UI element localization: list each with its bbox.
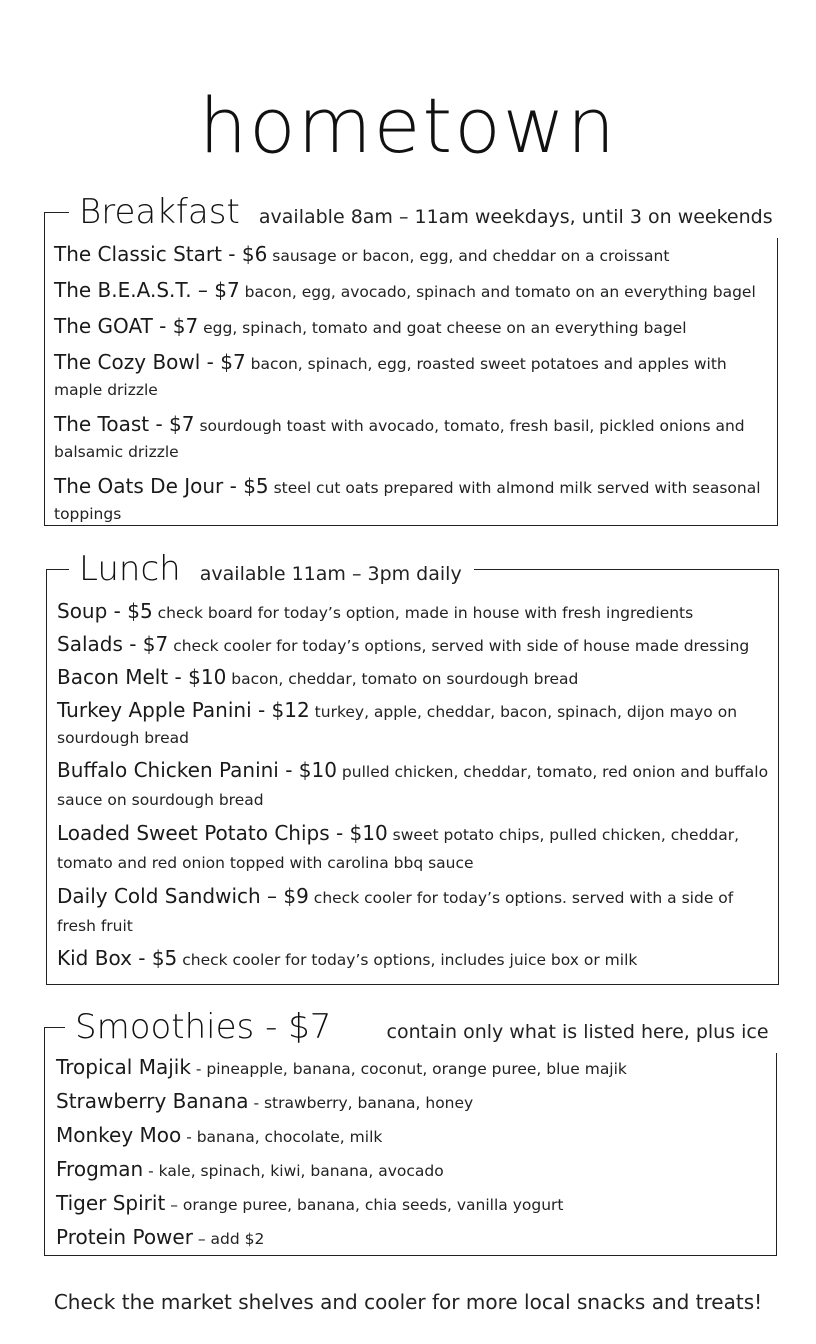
item-description: - pineapple, banana, coconut, orange puree, blue majik (195, 1060, 627, 1078)
menu-item (54, 241, 769, 269)
item-name: The B.E.A.S.T. – $7 (54, 278, 240, 302)
item-name: Strawberry Banana (56, 1089, 249, 1113)
item-description: sweet potato chips, pulled chicken, cheddar, tomato and red onion topped with carolina bbq sauce (57, 826, 740, 872)
item-name: Monkey Moo (56, 1123, 182, 1147)
item-name: The Cozy Bowl - $7 (54, 350, 246, 374)
menu-item (57, 945, 770, 973)
menu-item (54, 349, 769, 403)
item-name: Soup - $5 (57, 599, 153, 623)
menu-item (57, 756, 770, 814)
item-name: Tiger Spirit (56, 1191, 166, 1215)
lunch-list (57, 598, 770, 978)
lunch-section (46, 549, 779, 985)
item-description: check cooler for today’s options, includes juice box or milk (182, 951, 638, 969)
menu-item (56, 1088, 768, 1116)
item-description: bacon, cheddar, tomato on sourdough bread (231, 670, 579, 688)
item-name: The Classic Start - $6 (54, 242, 268, 266)
menu-item (57, 664, 770, 692)
menu-item (57, 697, 770, 751)
item-name: The GOAT - $7 (54, 314, 199, 338)
breakfast-hours: available 8am – 11am weekdays, until 3 on weekends (258, 206, 773, 228)
breakfast-list (54, 241, 769, 535)
item-description: - strawberry, banana, honey (253, 1094, 474, 1112)
smoothies-section (44, 1007, 777, 1256)
item-name: Turkey Apple Panini - $12 (57, 698, 310, 722)
menu-title: hometown (198, 81, 618, 170)
item-name: Frogman (56, 1157, 144, 1181)
item-description: bacon, spinach, egg, roasted sweet potatoes and apples with maple drizzle (54, 355, 727, 399)
item-description: sausage or bacon, egg, and cheddar on a croissant (272, 247, 670, 265)
item-description: - banana, chocolate, milk (186, 1128, 383, 1146)
menu-item (54, 313, 769, 341)
smoothies-list (56, 1054, 768, 1258)
item-name: Salads - $7 (57, 632, 169, 656)
breakfast-section (44, 192, 778, 526)
lunch-heading: Lunch (79, 549, 181, 589)
item-description: turkey, apple, cheddar, bacon, spinach, dijon mayo on sourdough bread (57, 703, 738, 747)
menu-item (57, 819, 770, 877)
menu-item (56, 1156, 768, 1184)
smoothies-heading: Smoothies - $7 (75, 1007, 332, 1047)
item-description: egg, spinach, tomato and goat cheese on an everything bagel (203, 319, 687, 337)
menu-item (56, 1224, 768, 1252)
item-name: Tropical Majik (56, 1055, 191, 1079)
item-description: check board for today’s option, made in house with fresh ingredients (157, 604, 694, 622)
lunch-header (69, 548, 474, 595)
footer-note: Check the market shelves and cooler for more local snacks and treats! (53, 1290, 763, 1314)
menu-item (54, 411, 769, 465)
item-description: steel cut oats prepared with almond milk served with seasonal toppings (54, 479, 761, 523)
item-name: The Toast - $7 (54, 412, 195, 436)
lunch-hours: available 11am – 3pm daily (199, 563, 462, 585)
item-description: check cooler for today’s options, served with side of house made dressing (173, 637, 750, 655)
menu-item (57, 631, 770, 659)
smoothies-header (65, 1006, 781, 1053)
item-description: pulled chicken, cheddar, tomato, red onion and buffalo sauce on sourdough bread (57, 763, 769, 809)
menu-item (54, 473, 769, 527)
smoothies-note: contain only what is listed here, plus ice (386, 1021, 769, 1043)
item-name: Bacon Melt - $10 (57, 665, 227, 689)
menu-item (56, 1190, 768, 1218)
menu-item (54, 277, 769, 305)
menu-item (56, 1054, 768, 1082)
item-name: Loaded Sweet Potato Chips - $10 (57, 821, 388, 845)
item-name: Kid Box - $5 (57, 946, 178, 970)
breakfast-header (69, 191, 785, 238)
item-description: sourdough toast with avocado, tomato, fresh basil, pickled onions and balsamic drizzle (54, 417, 745, 461)
breakfast-heading: Breakfast (79, 192, 240, 232)
item-description: – add $2 (197, 1230, 265, 1248)
item-name: Daily Cold Sandwich – $9 (57, 884, 309, 908)
item-name: Protein Power (56, 1225, 193, 1249)
item-description: - kale, spinach, kiwi, banana, avocado (148, 1162, 444, 1180)
item-name: Buffalo Chicken Panini - $10 (57, 758, 337, 782)
item-description: check cooler for today’s options. served with a side of fresh fruit (57, 889, 734, 935)
menu-item (57, 882, 770, 940)
item-description: – orange puree, banana, chia seeds, vanilla yogurt (170, 1196, 564, 1214)
item-description: bacon, egg, avocado, spinach and tomato on an everything bagel (244, 283, 756, 301)
menu-item (57, 598, 770, 626)
menu-item (56, 1122, 768, 1150)
item-name: The Oats De Jour - $5 (54, 474, 269, 498)
